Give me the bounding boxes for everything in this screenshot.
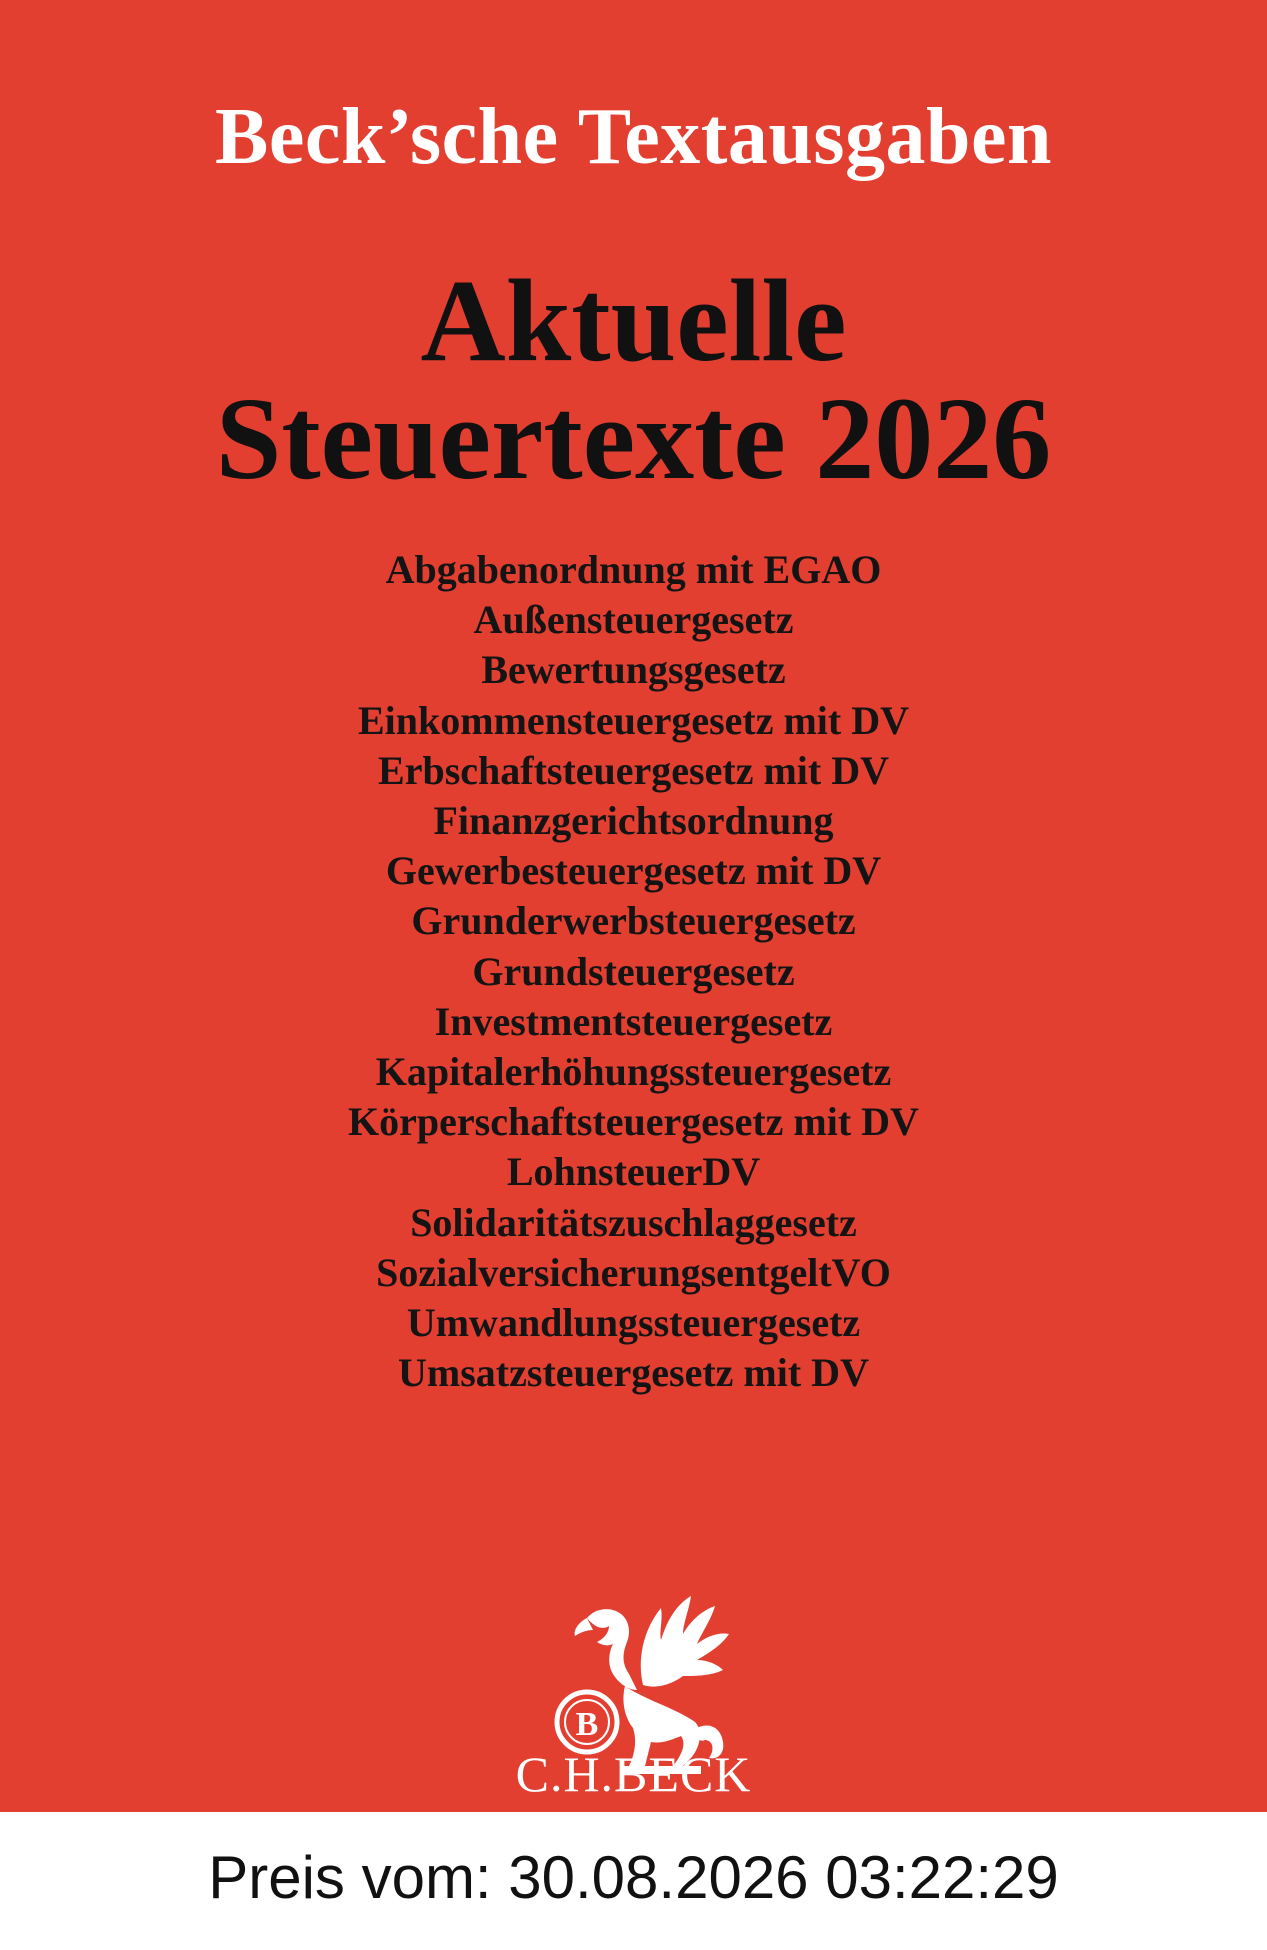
contents-item: Abgabenordnung mit EGAO <box>385 547 882 592</box>
contents-item: Einkommensteuergesetz mit DV <box>358 697 909 743</box>
contents-item: LohnsteuerDV <box>506 1149 761 1195</box>
series-title: Beck’sche Textausgaben <box>214 93 1052 181</box>
title-line-2: Steuertexte 2026 <box>215 373 1052 504</box>
contents-item: Erbschaftsteuergesetz mit DV <box>378 747 889 793</box>
contents-item: Kapitalerhöhungssteuergesetz <box>375 1049 892 1095</box>
contents-item: Außensteuergesetz <box>473 597 794 643</box>
contents-item: Grundsteuergesetz <box>472 948 795 994</box>
contents-item: Bewertungsgesetz <box>481 647 786 693</box>
publisher-name: C.H.BECK <box>515 1746 752 1802</box>
contents-item: Finanzgerichtsordnung <box>433 798 834 844</box>
contents-item: Umsatzsteuergesetz mit DV <box>398 1350 869 1396</box>
contents-item: Umwandlungssteuergesetz <box>406 1300 861 1346</box>
contents-item: Gewerbesteuergesetz mit DV <box>385 848 882 894</box>
title-line-1: Aktuelle <box>420 255 847 386</box>
price-date-label: Preis vom: 30.08.2026 03:22:29 <box>208 1844 1059 1911</box>
book-title <box>0 255 1267 504</box>
contents-list <box>0 545 1267 1398</box>
contents-item: SozialversicherungsentgeltVO <box>376 1249 891 1295</box>
logo-letter: B <box>575 1706 599 1743</box>
contents-item: Solidaritätszuschlaggesetz <box>410 1199 857 1245</box>
contents-item: Grunderwerbsteuergesetz <box>411 898 856 944</box>
contents-item: Körperschaftsteuergesetz mit DV <box>348 1099 919 1145</box>
contents-item: Investmentsteuergesetz <box>434 998 833 1044</box>
